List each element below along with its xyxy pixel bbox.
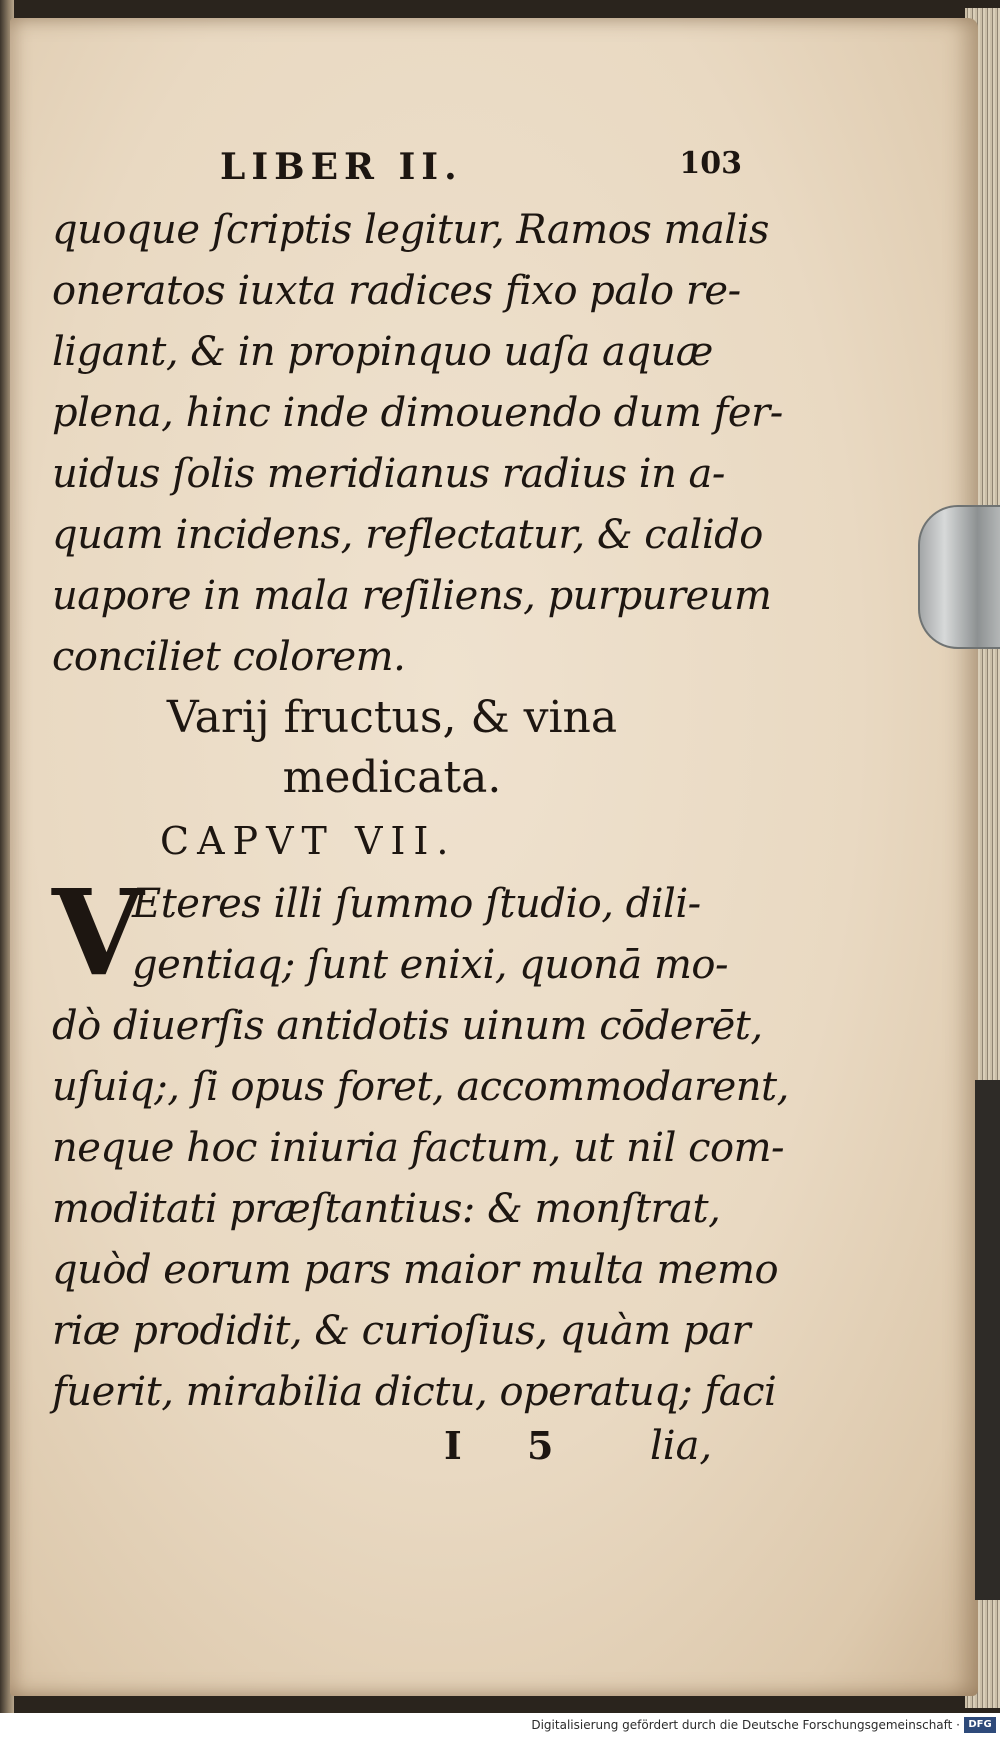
text-line: plena, hinc inde dimouendo dum fer- (52, 390, 783, 436)
footer-credit: Digitalisierung gefördert durch die Deutsche Forschungsgemeinschaft · (531, 1718, 960, 1732)
page-text (52, 140, 789, 1487)
chapter-label: CAPVT VII. (160, 819, 457, 863)
running-head (52, 140, 742, 200)
dfg-logo-icon: DFG (964, 1717, 996, 1733)
text-line: fuerit, mirabilia dictu, operatuq; faci (52, 1369, 777, 1415)
digitization-footer (0, 1713, 1000, 1739)
text-line: uapore in mala reſiliens, purpureum (52, 573, 772, 619)
text-line: moditati præſtantius: & monſtrat, (52, 1186, 721, 1232)
paragraph-a (52, 200, 783, 688)
catchword: lia, (650, 1423, 713, 1469)
signature-mark: I 5 (444, 1423, 580, 1468)
text-line: quoque ſcriptis legitur, Ramos malis (52, 207, 769, 253)
signature-line (52, 1423, 712, 1487)
page-number: 103 (679, 146, 742, 181)
drop-initial: V (52, 863, 144, 1002)
text-line: quòd eorum pars maior multa memo (52, 1247, 779, 1293)
text-line: neque hoc iniuria factum, ut nil com- (52, 1125, 785, 1171)
text-line: gentiaq; ſunt enixi, quonā mo- (132, 942, 728, 988)
text-line: uſuiq;, ſi opus foret, accommodarent, (52, 1064, 789, 1110)
text-line: ligant, & in propinquo uaſa aquæ (52, 329, 713, 375)
text-line: uidus ſolis meridianus radius in a- (52, 451, 725, 497)
text-line: oneratos iuxta radices fixo palo re- (52, 268, 741, 314)
text-line: dò diuerſis antidotis uinum cōderēt, (52, 1003, 763, 1049)
page-clip (918, 505, 1000, 649)
section-heading-line-2: medicata. (282, 752, 502, 803)
binding-strip (975, 1080, 1000, 1600)
text-line: conciliet colorem. (52, 634, 406, 680)
text-line: riæ prodidit, & curioſius, quàm par (52, 1308, 751, 1354)
running-title: LIBER II. (220, 146, 463, 188)
section-heading-line-1: Varij fructus, & vina (166, 692, 618, 743)
paragraph-b (52, 863, 789, 1423)
text-line: Eteres illi ſummo ſtudio, dili- (132, 881, 701, 927)
text-line: quam incidens, reflectatur, & calido (52, 512, 763, 558)
